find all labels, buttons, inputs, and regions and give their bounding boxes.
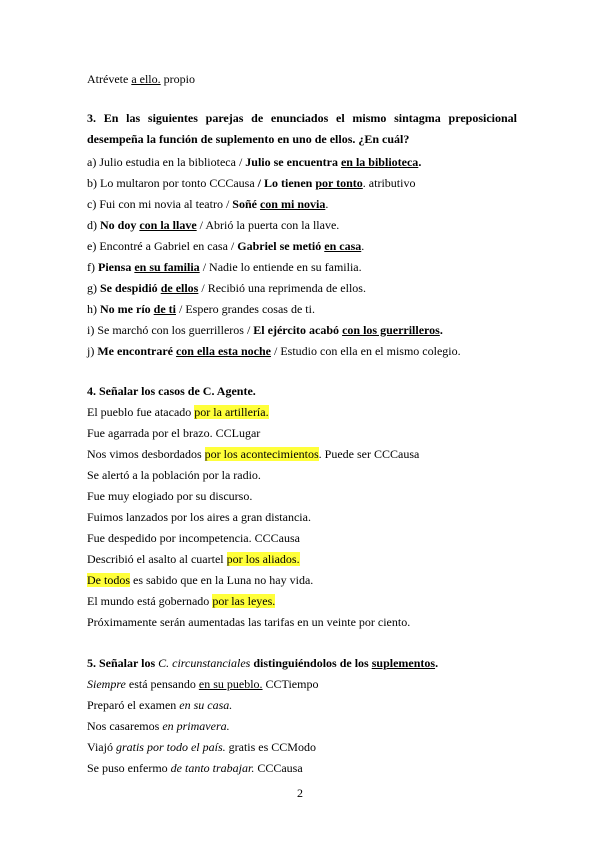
page-number: 2 (297, 786, 303, 800)
circumstantial-sentence: Viajó gratis por todo el país. gratis es CCModo (87, 740, 316, 754)
section-4-title: 4. Señalar los casos de C. Agente. (87, 384, 256, 398)
circumstantial-sentence: Nos casaremos en primavera. (87, 719, 230, 733)
text-segment: propio (160, 72, 195, 86)
highlighted-phrase: por la artillería. (194, 405, 269, 419)
exercise-item-j: j) Me encontraré con ella esta noche / Estudio con ella en el mismo colegio. (87, 344, 461, 358)
agent-sentence: Fuimos lanzados por los aires a gran distancia. (87, 510, 311, 524)
section-5-title: 5. Señalar los C. circunstanciales distinguiéndolos de los suplementos. (87, 656, 439, 670)
exercise-item-g: g) Se despidió de ellos / Recibió una reprimenda de ellos. (87, 281, 366, 295)
agent-sentence: Fue despedido por incompetencia. CCCausa (87, 531, 300, 545)
agent-sentence: De todos es sabido que en la Luna no hay vida. (87, 573, 314, 587)
agent-sentence: El mundo está gobernado por las leyes. (87, 594, 276, 608)
exercise-item-d: d) No doy con la llave / Abrió la puerta con la llave. (87, 218, 340, 232)
highlighted-phrase: por las leyes. (212, 594, 276, 608)
circumstantial-sentence: Siempre está pensando en su pueblo. CCTiempo (87, 677, 319, 691)
highlighted-phrase: por los acontecimientos (204, 447, 319, 461)
exercise-item-e: e) Encontré a Gabriel en casa / Gabriel se metió en casa. (87, 239, 365, 253)
exercise-item-a: a) Julio estudia en la biblioteca / Julio se encuentra en la biblioteca. (87, 155, 422, 169)
exercise-item-b: b) Lo multaron por tonto CCCausa / Lo tienen por tonto. atributivo (87, 176, 416, 190)
text-line (87, 72, 517, 86)
text-segment: Atrévete (87, 72, 132, 86)
agent-sentence: Fue muy elogiado por su discurso. (87, 489, 253, 503)
agent-sentence: Se alertó a la población por la radio. (87, 468, 261, 482)
circumstantial-sentence: Preparó el examen en su casa. (87, 698, 233, 712)
exercise-item-h: h) No me río de ti / Espero grandes cosas de ti. (87, 302, 315, 316)
exercise-item-f: f) Piensa en su familia / Nadie lo entiende en su familia. (87, 260, 362, 274)
section-3-title: 3. En las siguientes parejas de enunciados el mismo sintagma preposicional desempeña la función de suplemento en uno de ellos. ¿En cuál? (87, 111, 517, 146)
agent-sentence: Fue agarrada por el brazo. CCLugar (87, 426, 261, 440)
exercise-item-c: c) Fui con mi novia al teatro / Soñé con mi novia. (87, 197, 329, 211)
agent-sentence: Describió el asalto al cuartel por los aliados. (87, 552, 300, 566)
agent-sentence: Nos vimos desbordados por los acontecimientos. Puede ser CCCausa (87, 447, 420, 461)
highlighted-phrase: De todos (87, 573, 130, 587)
underlined-phrase: a ello. (131, 72, 161, 86)
highlighted-phrase: por los aliados. (226, 552, 300, 566)
circumstantial-sentence: Se puso enfermo de tanto trabajar. CCCausa (87, 761, 303, 775)
agent-sentence: Próximamente serán aumentadas las tarifas en un veinte por ciento. (87, 615, 411, 629)
agent-sentence: El pueblo fue atacado por la artillería. (87, 405, 269, 419)
exercise-item-i: i) Se marchó con los guerrilleros / El ejército acabó con los guerrilleros. (87, 323, 443, 337)
